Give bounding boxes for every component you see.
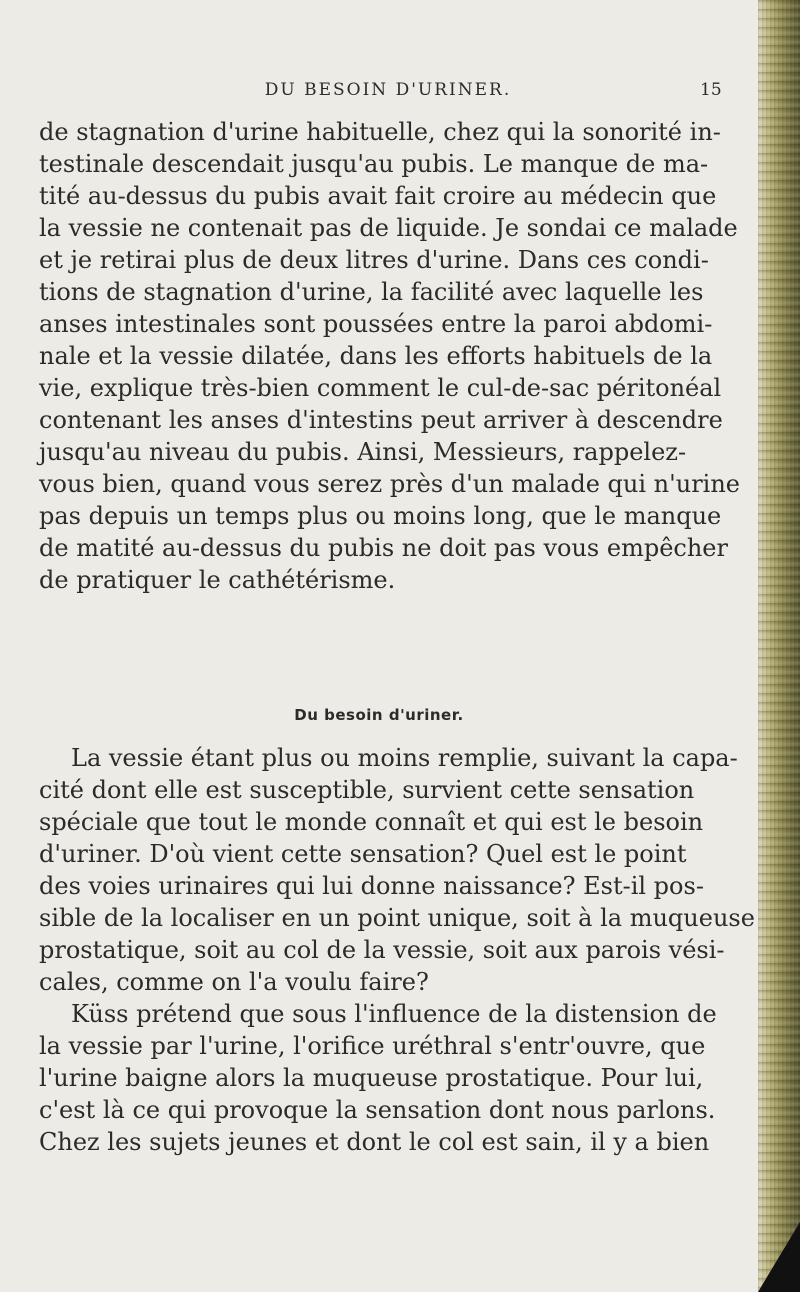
text-line: la vessie par l'urine, l'orifice uréthral s'entr'ouvre, que	[39, 1032, 706, 1060]
paragraph-stagnation	[39, 116, 741, 596]
text-line: Küss prétend que sous l'influence de la distension de	[71, 1000, 717, 1028]
text-line: sible de la localiser en un point unique, soit à la muqueuse	[39, 904, 755, 932]
text-line: de stagnation d'urine habituelle, chez qui la sonorité in-	[39, 118, 721, 146]
text-line: cales, comme on l'a voulu faire?	[39, 968, 429, 996]
text-line: nale et la vessie dilatée, dans les efforts habituels de la	[39, 342, 713, 370]
text-line: contenant les anses d'intestins peut arriver à descendre	[39, 406, 723, 434]
text-line: c'est là ce qui provoque la sensation dont nous parlons.	[39, 1096, 716, 1124]
text-line: anses intestinales sont poussées entre la paroi abdomi-	[39, 310, 713, 338]
text-line: de matité au-dessus du pubis ne doit pas vous empêcher	[39, 534, 728, 562]
page-number: 15	[700, 80, 722, 100]
text-line: tions de stagnation d'urine, la facilité avec laquelle les	[39, 278, 704, 306]
text-line: jusqu'au niveau du pubis. Ainsi, Messieurs, rappelez-	[39, 438, 687, 466]
text-line: testinale descendait jusqu'au pubis. Le manque de ma-	[39, 150, 709, 178]
text-line: La vessie étant plus ou moins remplie, suivant la capa-	[71, 744, 738, 772]
text-line: prostatique, soit au col de la vessie, soit aux parois vési-	[39, 936, 725, 964]
text-line: spéciale que tout le monde connaît et qui est le besoin	[39, 808, 704, 836]
page-edge-texture	[758, 0, 800, 1292]
text-line: cité dont elle est susceptible, survient cette sensation	[39, 776, 695, 804]
text-line: pas depuis un temps plus ou moins long, que le manque	[39, 502, 722, 530]
text-line: des voies urinaires qui lui donne naissance? Est-il pos-	[39, 872, 704, 900]
text-line: tité au-dessus du pubis avait fait croire au médecin que	[39, 182, 717, 210]
text-line: Chez les sujets jeunes et dont le col est sain, il y a bien	[39, 1128, 710, 1156]
text-line: vous bien, quand vous serez près d'un malade qui n'urine	[39, 470, 741, 498]
text-line: d'uriner. D'où vient cette sensation? Quel est le point	[39, 840, 687, 868]
paragraph-besoin	[39, 742, 755, 1158]
text-line: de pratiquer le cathétérisme.	[39, 566, 396, 594]
text-line: la vessie ne contenait pas de liquide. Je sondai ce malade	[39, 214, 738, 242]
text-line: l'urine baigne alors la muqueuse prostatique. Pour lui,	[39, 1064, 704, 1092]
section-title: Du besoin d'uriner.	[294, 706, 464, 724]
running-head: DU BESOIN D'URINER.	[264, 80, 512, 100]
text-line: et je retirai plus de deux litres d'urine. Dans ces condi-	[39, 246, 709, 274]
page-header	[0, 80, 758, 108]
page-corner-shadow	[758, 1222, 800, 1292]
text-line: vie, explique très-bien comment le cul-de-sac péritonéal	[39, 374, 722, 402]
